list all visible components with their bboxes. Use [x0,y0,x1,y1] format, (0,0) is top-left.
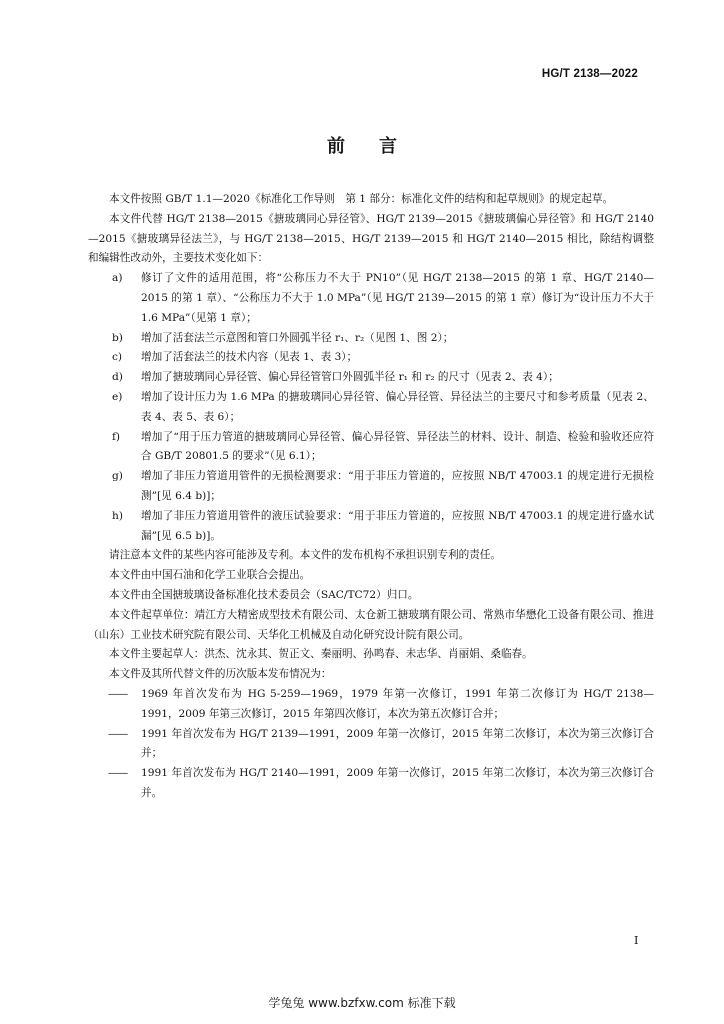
list-item [88,428,654,468]
change-list [88,269,654,546]
list-item-text: 增加了活套法兰示意图和管口外圆弧半径 r₁、r₂（见图 1、图 2）； [141,331,454,344]
drafting-units: 本文件起草单位：靖江方大精密成型技术有限公司、太仓新工搪玻璃有限公司、常熟市华懋化工设备有限公司、推进（山东）工业技术研究院有限公司、天华化工机械及自动化研究设计院有限公司。 [88,608,654,641]
standard-code: HG/T 2138—2022 [541,68,638,80]
watermark-text[interactable]: 学兔兔 www.bzfxw.com 标准下载 [268,996,456,1010]
list-item [88,467,654,507]
history-item-text: 1969 年首次发布为 HG 5-259—1969，1979 年第一次修订，1991 年第二次修订为 HG/T 2138—1991，2009 年第三次修订，2015 年第四次修订，本次为第五次修订合并； [141,687,654,720]
list-item-text: 增加了非压力管道用管件的无损检测要求：“用于非压力管道的，应按照 NB/T 47003.1 的规定进行无损检测”[见 6.4 b)]； [141,470,654,502]
history-item [88,725,654,765]
history-item [88,764,654,804]
dash-marker: —— [108,767,128,780]
list-item-text: 增加了搪玻璃同心异径管、偏心异径管管口外圆弧半径 r₁ 和 r₂ 的尺寸（见表 2、表 4）； [141,371,559,384]
history-item [88,685,654,725]
list-item [88,368,654,388]
history-item-text: 1991 年首次发布为 HG/T 2139—1991，2009 年第一次修订，2015 年第二次修订，本次为第三次修订合并； [141,727,654,760]
list-item-text: 增加了“用于压力管道的搪玻璃同心异径管、偏心异径管、异径法兰的材料、设计、制造、检验和验收还应符合 GB/T 20801.5 的要求”（见 6.1）； [141,430,654,463]
history-list [88,685,654,804]
intro-paragraph: 本文件按照 GB/T 1.1—2020《标准化工作导则 第 1 部分：标准化文件的结构和起草规则》的规定起草。 [109,193,614,205]
history-intro: 本文件及其所代替文件的历次版本发布情况为： [109,668,332,681]
patent-statement: 请注意本文件的某些内容可能涉及专利。本文件的发布机构不承担识别专利的责任。 [109,549,501,562]
list-item-text: 修订了文件的适用范围，将“公称压力不大于 PN10”（见 HG/T 2138—2015 的第 1 章、HG/T 2140—2015 的第 1 章）、“公称压力不大于 1.0 MPa”（见 HG/T 2139—2015 的第 1 章）修订为“设计压力不大于 1.6 MPa”（见第 1 章）； [141,272,654,324]
list-marker: b) [112,331,123,344]
list-marker: g) [112,470,123,483]
list-item [88,348,654,368]
list-item [88,388,654,428]
history-item-text: 1991 年首次发布为 HG/T 2140—1991，2009 年第一次修订，2015 年第二次修订，本次为第三次修订合并。 [141,767,654,799]
dash-marker: —— [108,687,128,700]
proposer-statement: 本文件由中国石油和化学工业联合会提出。 [109,569,311,582]
list-item-text: 增加了设计压力为 1.6 MPa 的搪玻璃同心异径管、偏心异径管、异径法兰的主要尺寸和参考质量（见表 2、表 4、表 5、表 6）； [141,390,654,423]
page-title: 前言 [327,136,431,157]
list-marker: f) [112,430,121,443]
list-marker: d) [112,371,123,384]
list-item-text: 增加了活套法兰的技术内容（见表 1、表 3）； [141,351,358,364]
list-item-text: 增加了非压力管道用管件的液压试验要求：“用于非压力管道的，应按照 NB/T 47003.1 的规定进行盛水试漏”[见 6.5 b)]。 [141,509,654,542]
document-body [88,190,654,804]
page-number: Ⅰ [634,934,639,947]
list-marker: c) [112,351,123,364]
list-item [88,507,654,547]
list-item [88,329,654,349]
committee-statement: 本文件由全国搪玻璃设备标准化技术委员会（SAC/TC72）归口。 [109,588,419,601]
dash-marker: —— [108,727,128,740]
intro-paragraph: 本文件代替 HG/T 2138—2015《搪玻璃同心异径管》、HG/T 2139—2015《搪玻璃偏心异径管》和 HG/T 2140—2015《搪玻璃异径法兰》，与 HG/T 2138—2015、HG/T 2139—2015 和 HG/T 2140—2015 相比，除结构调整和编辑性改动外，主要技术变化如下： [88,212,654,265]
list-marker: e) [112,390,123,403]
list-marker: h) [112,509,123,522]
list-marker: a) [112,272,123,285]
drafters: 本文件主要起草人：洪杰、沈永其、贺正文、秦丽明、孙鸣春、未志华、肖丽娟、桑临春。 [109,648,533,661]
list-item [88,269,654,328]
